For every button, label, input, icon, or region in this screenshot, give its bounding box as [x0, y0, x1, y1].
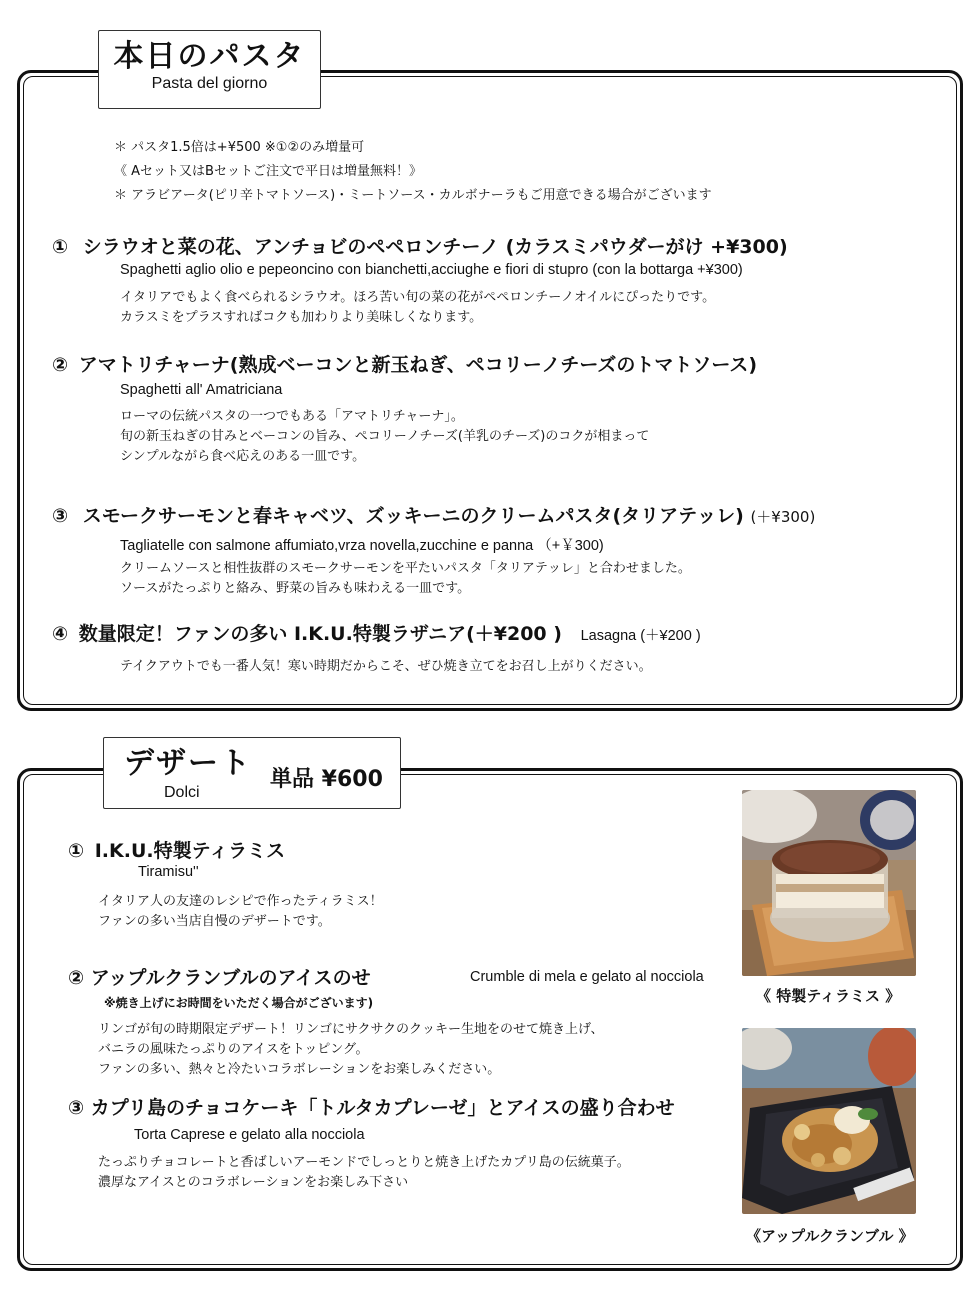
dessert-item-3-desc-line: 濃厚なアイスとのコラボレーションをお楽しみ下さい: [98, 1175, 409, 1190]
pasta-title: 本日のパスタ: [113, 39, 306, 74]
pasta-item-2-name: アマトリチャーナ(熟成ベーコンと新玉ねぎ、ペコリーノチーズのトマトソース): [78, 354, 758, 376]
pasta-item-1-title: [52, 232, 788, 259]
dessert-item-2-desc-line: バニラの風味たっぷりのアイスをトッピング。: [98, 1042, 369, 1057]
tiramisu-photo: [742, 790, 916, 976]
pasta-subtitle: Pasta del giorno: [151, 75, 268, 92]
pasta-heading-box: [98, 30, 321, 109]
tiramisu-image-art: [742, 790, 916, 976]
apple-crumble-image-art: [742, 1028, 916, 1214]
pasta-item-3-number: ③: [52, 505, 69, 527]
dessert-item-3-desc: [98, 1153, 630, 1193]
pasta-item-3-desc: [120, 559, 691, 599]
dessert-item-3-name: カプリ島のチョコケーキ「トルタカプレーゼ」とアイスの盛り合わせ: [90, 1097, 675, 1119]
pasta-item-2-desc: [120, 407, 649, 467]
dessert-item-2-italian: Crumble di mela e gelato al nocciola: [470, 969, 704, 985]
dessert-item-2-desc-line: ファンの多い、熱々と冷たいコラボレーションをお楽しみください。: [98, 1062, 501, 1077]
pasta-item-3-desc-line: クリームソースと相性抜群のスモークサーモンを平たいパスタ「タリアテッレ」と合わせました。: [120, 561, 691, 576]
dessert-item-1-desc-line: イタリア人の友達のレシピで作ったティラミス！: [98, 894, 383, 909]
pasta-item-4-title: [52, 619, 701, 646]
apple-crumble-caption: 《アップルクランブル 》: [746, 1227, 914, 1245]
tiramisu-caption: 《 特製ティラミス 》: [756, 987, 901, 1005]
pasta-item-1-desc: [120, 288, 715, 328]
dessert-title: デザート: [124, 746, 252, 781]
apple-crumble-photo: [742, 1028, 916, 1214]
pasta-item-2-title: [52, 350, 757, 377]
pasta-item-1-desc-line: カラスミをプラスすればコクも加わりより美味しくなります。: [120, 310, 483, 325]
dessert-item-2-number: ②: [68, 967, 85, 989]
pasta-item-2-desc-line: ローマの伝統パスタの一つでもある「アマトリチャーナ」。: [120, 409, 464, 424]
pasta-item-1-name: シラウオと菜の花、アンチョビのペペロンチーノ (カラスミパウダーがけ +¥300): [82, 236, 788, 258]
pasta-item-3-desc-line: ソースがたっぷりと絡み、野菜の旨みも味わえる一皿です。: [120, 581, 471, 596]
dessert-price: 単品 ¥600: [270, 767, 383, 792]
pasta-item-2-number: ②: [52, 354, 69, 376]
dessert-item-1-name: I.K.U.特製ティラミス: [94, 840, 286, 862]
dessert-subtitle: Dolci: [164, 784, 200, 801]
dessert-item-2-name: アップルクランブルのアイスのせ: [90, 967, 371, 989]
pasta-note-1: ＊ パスタ1.5倍は+¥500 ※①②のみ増量可: [114, 140, 365, 155]
dessert-item-3-number: ③: [68, 1097, 85, 1119]
pasta-item-2-desc-line: シンプルながら食べ応えのある一皿です。: [120, 449, 366, 464]
dessert-item-2-note: ※焼き上げにお時間をいただく場合がございます): [104, 996, 374, 1010]
pasta-item-3-title: [52, 501, 815, 528]
dessert-item-2-desc-line: リンゴが旬の時期限定デザート！リンゴにサクサクのクッキー生地をのせて焼き上げ、: [98, 1022, 604, 1037]
pasta-item-4-number: ④: [52, 623, 69, 645]
dessert-item-1-desc: [98, 892, 383, 932]
dessert-item-1-desc-line: ファンの多い当店自慢のデザートです。: [98, 914, 331, 929]
pasta-item-4-desc-line: テイクアウトでも一番人気！寒い時期だからこそ、ぜひ焼き立てをお召し上がりください。: [120, 659, 652, 674]
pasta-item-1-italian: Spaghetti aglio olio e pepeoncino con bianchetti,acciughe e fiori di stupro (con la bottarga +¥300): [120, 262, 743, 278]
dessert-item-1-italian: Tiramisu'': [138, 864, 199, 880]
pasta-item-3-italian: Tagliatelle con salmone affumiato,vrza novella,zucchine e panna （+￥300): [120, 538, 604, 554]
dessert-item-3-title: [68, 1093, 675, 1120]
pasta-note-2: 《 Aセット又はBセットご注文で平日は増量無料！》: [114, 164, 422, 179]
pasta-item-1-desc-line: イタリアでもよく食べられるシラウオ。ほろ苦い旬の菜の花がペペロンチーノオイルにぴったりです。: [120, 290, 716, 305]
pasta-note-3: ＊ アラビアータ(ピリ辛トマトソース)・ミートソース・カルボナーラもご用意できる場合がございます: [114, 188, 712, 203]
dessert-item-2-title: [68, 963, 371, 990]
pasta-item-3-price: (＋¥300): [750, 508, 816, 526]
pasta-item-3-name: スモークサーモンと春キャベツ、ズッキーニのクリームパスタ(タリアテッレ): [82, 505, 744, 527]
pasta-item-4-name: 数量限定！ファンの多い I.K.U.特製ラザニア(＋¥200 ): [78, 623, 562, 645]
dessert-item-2-desc: [98, 1020, 603, 1080]
pasta-item-2-italian: Spaghetti all' Amatriciana: [120, 382, 283, 398]
dessert-item-3-italian: Torta Caprese e gelato alla nocciola: [134, 1127, 365, 1143]
dessert-heading-box: [103, 737, 401, 809]
pasta-item-2-desc-line: 旬の新玉ねぎの甘みとベーコンの旨み、ペコリーノチーズ(羊乳のチーズ)のコクが相まって: [120, 429, 650, 444]
pasta-item-4-italian: Lasagna (＋¥200 ): [580, 628, 701, 644]
pasta-item-1-number: ①: [52, 236, 69, 258]
dessert-item-1-number: ①: [68, 840, 85, 862]
pasta-item-4-desc: [120, 657, 652, 677]
dessert-item-3-desc-line: たっぷりチョコレートと香ばしいアーモンドでしっとりと焼き上げたカプリ島の伝統菓子。: [98, 1155, 630, 1170]
dessert-item-1-title: [68, 836, 285, 863]
